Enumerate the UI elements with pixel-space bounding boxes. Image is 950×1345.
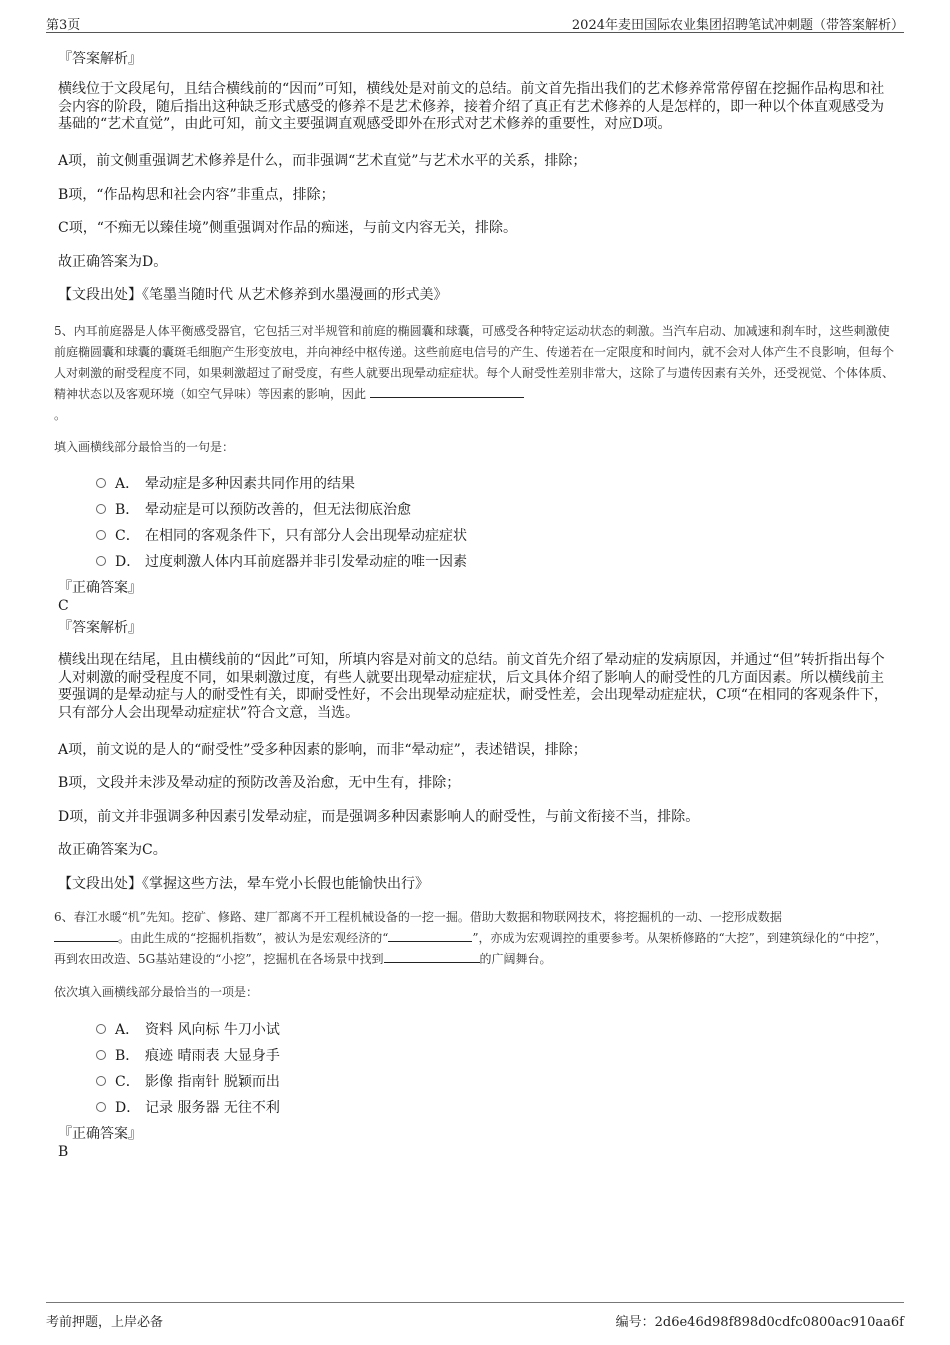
radio-icon[interactable] xyxy=(96,1024,106,1034)
analysis-paragraph: 横线出现在结尾，且由横线前的“因此”可知，所填内容是对前文的总结。前文首先介绍了晕动症的发病原因，并通过“但”转折指出每个人对刺激的耐受程度不同，如果刺激过度，有些人就要出现晕动症症状，后文具体介绍了影响人的耐受性的几方面因素。所以横线前主要强调的是晕动症与人的耐受性有关，即耐受性好，不会出现晕动症症状，耐受性差，会出现晕动症症状，C项“在相同的客观条件下，只有部分人会出现晕动症症状”符合文意，当选。 xyxy=(58,652,888,721)
question-5-prompt: 填入画横线部分最恰当的一句是： xyxy=(54,440,235,454)
question-6-blank-3 xyxy=(384,950,480,963)
analysis-option-d: D项，前文并非强调多种因素引发晕动症，而是强调多种因素影响人的耐受性，与前文衔接不当，排除。 xyxy=(58,809,700,825)
correct-answer-label: 『正确答案』 xyxy=(58,1126,142,1142)
option-letter: A． xyxy=(115,476,140,492)
analysis-option-a: A项，前文说的是人的“耐受性”受多种因素的影响，而非“晕动症”，表述错误，排除； xyxy=(58,742,587,758)
option-letter: D． xyxy=(115,554,141,570)
document-title: 2024年麦田国际农业集团招聘笔试冲刺题（带答案解析） xyxy=(571,18,904,33)
page-footer xyxy=(46,1302,904,1329)
correct-answer: B xyxy=(58,1144,69,1160)
option-text: 晕动症是多种因素共同作用的结果 xyxy=(145,476,355,492)
question-6-blank-2 xyxy=(388,929,472,942)
radio-icon[interactable] xyxy=(96,1076,106,1086)
page-header xyxy=(46,12,904,33)
option-letter: C． xyxy=(115,528,140,544)
analysis-option-a: A项，前文侧重强调艺术修养是什么，而非强调“艺术直觉”与艺术水平的关系，排除； xyxy=(58,153,587,169)
radio-icon[interactable] xyxy=(96,530,106,540)
analysis-option-b: B项，文段并未涉及晕动症的预防改善及治愈，无中生有，排除； xyxy=(58,775,461,791)
question-6-prompt: 依次填入画横线部分最恰当的一项是： xyxy=(54,985,259,999)
conclusion: 故正确答案为C。 xyxy=(58,842,167,858)
radio-icon[interactable] xyxy=(96,556,106,566)
correct-answer: C xyxy=(58,598,69,614)
option-text: 在相同的客观条件下，只有部分人会出现晕动症症状 xyxy=(145,528,467,544)
question-6-stem xyxy=(54,907,896,970)
correct-answer-label: 『正确答案』 xyxy=(58,580,142,596)
question-5-text: 5、内耳前庭器是人体平衡感受器官，它包括三对半规管和前庭的椭圆囊和球囊，可感受各种特定运动状态的刺激。当汽车启动、加减速和刹车时，这些刺激使前庭椭圆囊和球囊的囊斑毛细胞产生形变放电，并向神经中枢传递。这些前庭电信号的产生、传递若在一定限度和时间内，就不会对人体产生不良影响，但每个人对刺激的耐受程度不同，如果刺激超过了耐受度，有些人就要出现晕动症症状。每个人耐受性差别非常大，这除了与遗传因素有关外，还受视觉、个体体质、精神状态以及客观环境（如空气异味）等因素的影响，因此 xyxy=(54,324,895,401)
question-6-text-3: ”，亦成为宏观调控的重要参考。从架桥修路的“大挖”，到建筑绿化的“中挖”，再到农田改造、5G基站建设的“小挖”，挖掘机在各场景中找到 xyxy=(54,931,888,966)
option-text: 影像 指南针 脱颖而出 xyxy=(145,1074,280,1090)
radio-icon[interactable] xyxy=(96,504,106,514)
footer-slogan: 考前押题，上岸必备 xyxy=(46,1315,164,1330)
option-letter: B． xyxy=(115,502,140,518)
radio-icon[interactable] xyxy=(96,1050,106,1060)
question-6-blank-1 xyxy=(54,929,118,942)
question-5-end: 。 xyxy=(54,408,67,422)
option-text: 过度刺激人体内耳前庭器并非引发晕动症的唯一因素 xyxy=(145,554,467,570)
question-5-blank xyxy=(370,385,524,398)
analysis-label: 『答案解析』 xyxy=(58,620,142,636)
analysis-option-b: B项，“作品构思和社会内容”非重点，排除； xyxy=(58,187,335,203)
option-letter: A． xyxy=(115,1022,140,1038)
option-letter: C． xyxy=(115,1074,140,1090)
analysis-option-c: C项，“不痴无以臻佳境”侧重强调对作品的痴迷，与前文内容无关，排除。 xyxy=(58,220,518,236)
question-6-text-1: 6、春江水暖“机”先知。挖矿、修路、建厂都离不开工程机械设备的一挖一掘。借助大数据和物联网技术，将挖掘机的一动、一挖形成数据 xyxy=(54,910,782,924)
document-id: 编号：2d6e46d98f898d0cdfc0800ac910aa6f xyxy=(615,1315,904,1330)
page-number: 第3页 xyxy=(46,18,81,33)
option-text: 资料 风向标 牛刀小试 xyxy=(145,1022,280,1038)
radio-icon[interactable] xyxy=(96,1102,106,1112)
option-text: 记录 服务器 无往不利 xyxy=(145,1100,280,1116)
question-6-text-4: 的广阔舞台。 xyxy=(479,952,552,966)
option-letter: D． xyxy=(115,1100,141,1116)
question-5-stem xyxy=(54,321,896,426)
option-text: 晕动症是可以预防改善的，但无法彻底治愈 xyxy=(145,502,411,518)
question-6-text-2: 。由此生成的“挖掘机指数”，被认为是宏观经济的“ xyxy=(118,931,389,945)
analysis-paragraph: 横线位于文段尾句，且结合横线前的“因而”可知，横线处是对前文的总结。前文首先指出我们的艺术修养常常停留在挖掘作品构思和社会内容的阶段，随后指出这种缺乏形式感受的修养不是艺术修养，接着介绍了真正有艺术修养的人是怎样的，即一种以个体直观感受为基础的“艺术直觉”，由此可知，前文主要强调直观感受即外在形式对艺术修养的重要性，对应D项。 xyxy=(58,81,885,132)
option-letter: B． xyxy=(115,1048,140,1064)
option-text: 痕迹 晴雨表 大显身手 xyxy=(145,1048,280,1064)
conclusion: 故正确答案为D。 xyxy=(58,254,168,270)
source-citation: 【文段出处】《掌握这些方法，晕车党小长假也能愉快出行》 xyxy=(58,876,429,892)
analysis-label: 『答案解析』 xyxy=(58,51,142,67)
radio-icon[interactable] xyxy=(96,478,106,488)
source-citation: 【文段出处】《笔墨当随时代 从艺术修养到水墨漫画的形式美》 xyxy=(58,287,448,303)
